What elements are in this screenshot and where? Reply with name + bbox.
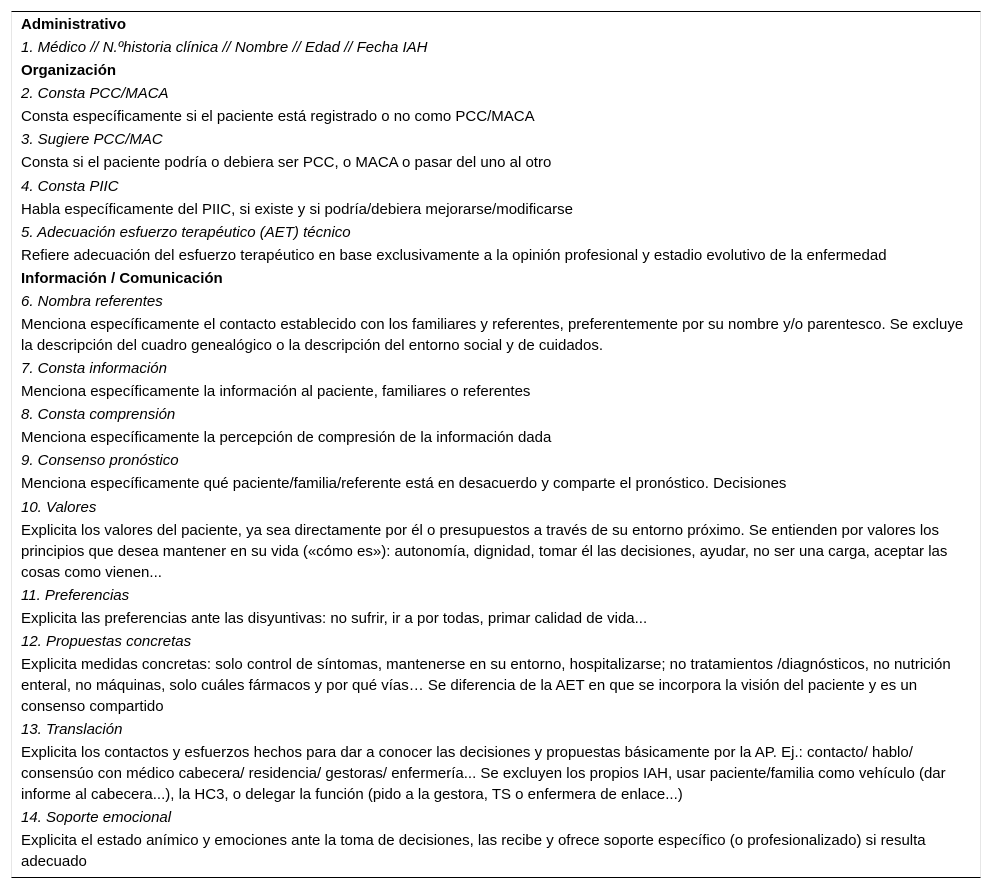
item-13-description: Explicita los contactos y esfuerzos hechos para dar a conocer las decisiones y propuestas básicamente por la AP. Ej.: contacto/ hablo/ consensúo con médico cabecera/ residencia/ gestoras/ enfermería... Se excluyen los propios IAH, usar paciente/familia como vehículo (dar informe al cabecera...), la HC3, o delegar la función (pido a la gestora, TS o enfermera de enlace...) — [21, 744, 946, 804]
item-6-description: Menciona específicamente el contacto establecido con los familiares y referentes, preferentemente por su nombre y/o parentesco. Se excluye la descripción del cuadro genealógico o la descripción del entorno social y de cuidados. — [21, 316, 964, 355]
item-5-description: Refiere adecuación del esfuerzo terapéutico en base exclusivamente a la opinión profesional y estadio evolutivo de la enfermedad — [21, 246, 887, 264]
item-4-description: Habla específicamente del PIIC, si existe y si podría/debiera mejorarse/modificarse — [21, 200, 573, 218]
item-7-consta-informacion: 7. Consta información — [21, 360, 167, 378]
item-2-consta-pcc-maca: 2. Consta PCC/MACA — [21, 85, 169, 103]
item-3-sugiere-pcc-mac: 3. Sugiere PCC/MAC — [21, 131, 163, 149]
item-13-translacion: 13. Translación — [21, 721, 123, 739]
item-10-description: Explicita los valores del paciente, ya sea directamente por él o presupuestos a través de su entorno próximo. Se entienden por valores los principios que desea mantener en su vida («cómo es»): autonomía, dignidad, tomar él las decisiones, ayudar, no ser una carga, aceptar las cosas como vienen... — [21, 521, 948, 581]
item-12-description: Explicita medidas concretas: solo control de síntomas, mantenerse en su entorno, hospitalizarse; no tratamientos /diagnósticos, no nutrición enteral, no máquinas, solo cuáles fármacos y por qué vías… Se diferencia de la AET en que se incorpora la visión del paciente y es un consenso compartido — [21, 655, 951, 715]
item-5-aet-tecnico: 5. Adecuación esfuerzo terapéutico (AET) técnico — [21, 223, 351, 241]
item-11-description: Explicita las preferencias ante las disyuntivas: no sufrir, ir a por todas, primar calidad de vida... — [21, 609, 648, 627]
item-14-soporte-emocional: 14. Soporte emocional — [21, 809, 172, 827]
criteria-table — [11, 11, 981, 878]
item-9-description: Menciona específicamente qué paciente/familia/referente está en desacuerdo y comparte el pronóstico. Decisiones — [21, 475, 787, 493]
item-3-description: Consta si el paciente podría o debiera ser PCC, o MACA o pasar del uno al otro — [21, 154, 552, 172]
item-11-preferencias: 11. Preferencias — [21, 586, 130, 604]
item-14-description: Explicita el estado anímico y emociones ante la toma de decisiones, las recibe y ofrece soporte específico (o profesionalizado) si resulta adecuado — [21, 832, 926, 871]
section-heading-informacion-comunicacion: Información / Comunicación — [21, 269, 223, 287]
item-9-consenso-pronostico: 9. Consenso pronóstico — [21, 452, 179, 470]
item-7-description: Menciona específicamente la información al paciente, familiares o referentes — [21, 383, 531, 401]
item-12-propuestas-concretas: 12. Propuestas concretas — [21, 632, 192, 650]
section-heading-administrativo: Administrativo — [21, 16, 127, 33]
item-1-medico: 1. Médico // N.ºhistoria clínica // Nombre // Edad // Fecha IAH — [21, 39, 428, 57]
item-8-consta-comprension: 8. Consta comprensión — [21, 406, 176, 424]
item-10-valores: 10. Valores — [21, 498, 97, 516]
section-heading-organizacion: Organización — [21, 62, 117, 80]
item-8-description: Menciona específicamente la percepción de compresión de la información dada — [21, 429, 552, 447]
item-6-nombra-referentes: 6. Nombra referentes — [21, 292, 163, 310]
item-4-consta-piic: 4. Consta PIIC — [21, 177, 119, 195]
item-2-description: Consta específicamente si el paciente está registrado o no como PCC/MACA — [21, 108, 535, 126]
